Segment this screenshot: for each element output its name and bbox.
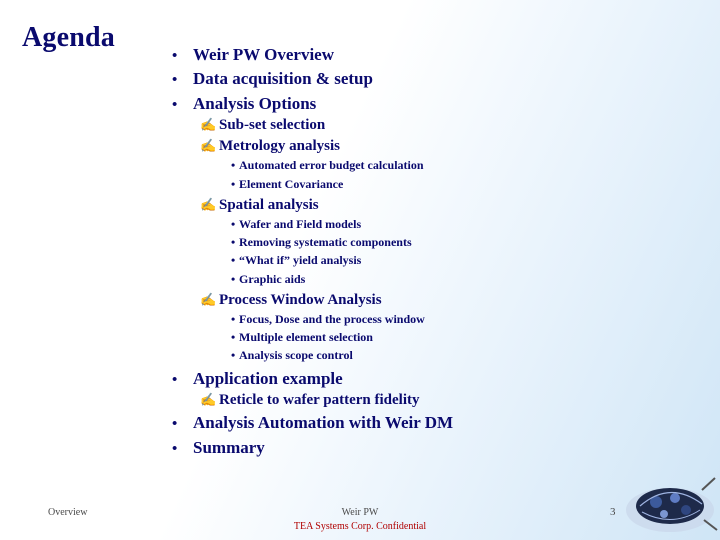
agenda-item-text: Analysis Automation with Weir DM	[193, 413, 454, 432]
agenda-item-text: Removing systematic components	[239, 235, 412, 249]
company-logo-graphic	[620, 470, 720, 538]
bullet-icon: •	[172, 372, 178, 388]
confidential-notice: TEA Systems Corp. Confidential	[293, 521, 427, 532]
agenda-item-text: Application example	[193, 369, 343, 388]
agenda-item-text: Process Window Analysis	[219, 292, 382, 308]
agenda-item-level2	[200, 392, 420, 409]
agenda-item-level3	[231, 235, 412, 250]
agenda-item-level1	[172, 69, 373, 89]
bullet-icon: •	[231, 312, 236, 326]
agenda-item-text: Sub-set selection	[219, 117, 326, 133]
agenda-item-level2	[200, 117, 325, 134]
agenda-item-text: Data acquisition & setup	[193, 69, 373, 88]
bullet-icon: •	[231, 158, 236, 172]
agenda-item-level3	[231, 217, 361, 232]
agenda-item-level3	[231, 312, 425, 327]
pen-icon: ✍	[200, 138, 217, 153]
agenda-item-text: Summary	[193, 438, 265, 457]
agenda-item-level1	[172, 369, 343, 389]
agenda-item-level2	[200, 292, 382, 309]
bullet-icon: •	[231, 235, 236, 249]
agenda-item-level3	[231, 158, 424, 173]
bullet-icon: •	[231, 217, 236, 231]
agenda-item-text: Automated error budget calculation	[239, 158, 424, 172]
slide-title: Agenda	[22, 22, 115, 53]
agenda-item-text: Spatial analysis	[219, 197, 319, 213]
agenda-item-text: Analysis Options	[193, 94, 317, 113]
bullet-icon: •	[231, 177, 236, 191]
agenda-item-text: Multiple element selection	[239, 330, 373, 344]
agenda-item-text: Weir PW Overview	[193, 45, 335, 64]
agenda-item-level1	[172, 413, 453, 433]
agenda-item-text: Analysis scope control	[239, 348, 353, 362]
agenda-item-level1	[172, 94, 316, 114]
agenda-item-level2	[200, 197, 319, 214]
pen-icon: ✍	[200, 392, 217, 407]
footer-center	[240, 506, 480, 534]
bullet-icon: •	[172, 48, 178, 64]
agenda-item-level3	[231, 177, 343, 192]
agenda-item-text: Focus, Dose and the process window	[239, 312, 425, 326]
agenda-item-level1	[172, 45, 334, 65]
bullet-icon: •	[231, 272, 236, 286]
agenda-item-level2	[200, 138, 340, 155]
bullet-icon: •	[172, 441, 178, 457]
page-number: 3	[610, 506, 616, 518]
footer-section-label: Overview	[48, 507, 88, 518]
bullet-icon: •	[231, 253, 236, 267]
agenda-item-text: Wafer and Field models	[239, 217, 362, 231]
footer-title: Weir PW	[341, 507, 379, 518]
bullet-icon: •	[172, 416, 178, 432]
agenda-item-level3	[231, 253, 361, 268]
bullet-icon: •	[172, 72, 178, 88]
agenda-item-text: Reticle to wafer pattern fidelity	[219, 392, 420, 408]
agenda-item-text: Metrology analysis	[219, 138, 340, 154]
bullet-icon: •	[231, 330, 236, 344]
pen-icon: ✍	[200, 117, 217, 132]
agenda-item-text: “What if” yield analysis	[239, 253, 362, 267]
pen-icon: ✍	[200, 292, 217, 307]
bullet-icon: •	[231, 348, 236, 362]
agenda-item-level3	[231, 348, 353, 363]
bullet-icon: •	[172, 97, 178, 113]
agenda-item-text: Graphic aids	[239, 272, 306, 286]
agenda-item-level1	[172, 438, 265, 458]
pen-icon: ✍	[200, 197, 217, 212]
agenda-item-level3	[231, 272, 305, 287]
agenda-item-text: Element Covariance	[239, 177, 344, 191]
agenda-item-level3	[231, 330, 373, 345]
